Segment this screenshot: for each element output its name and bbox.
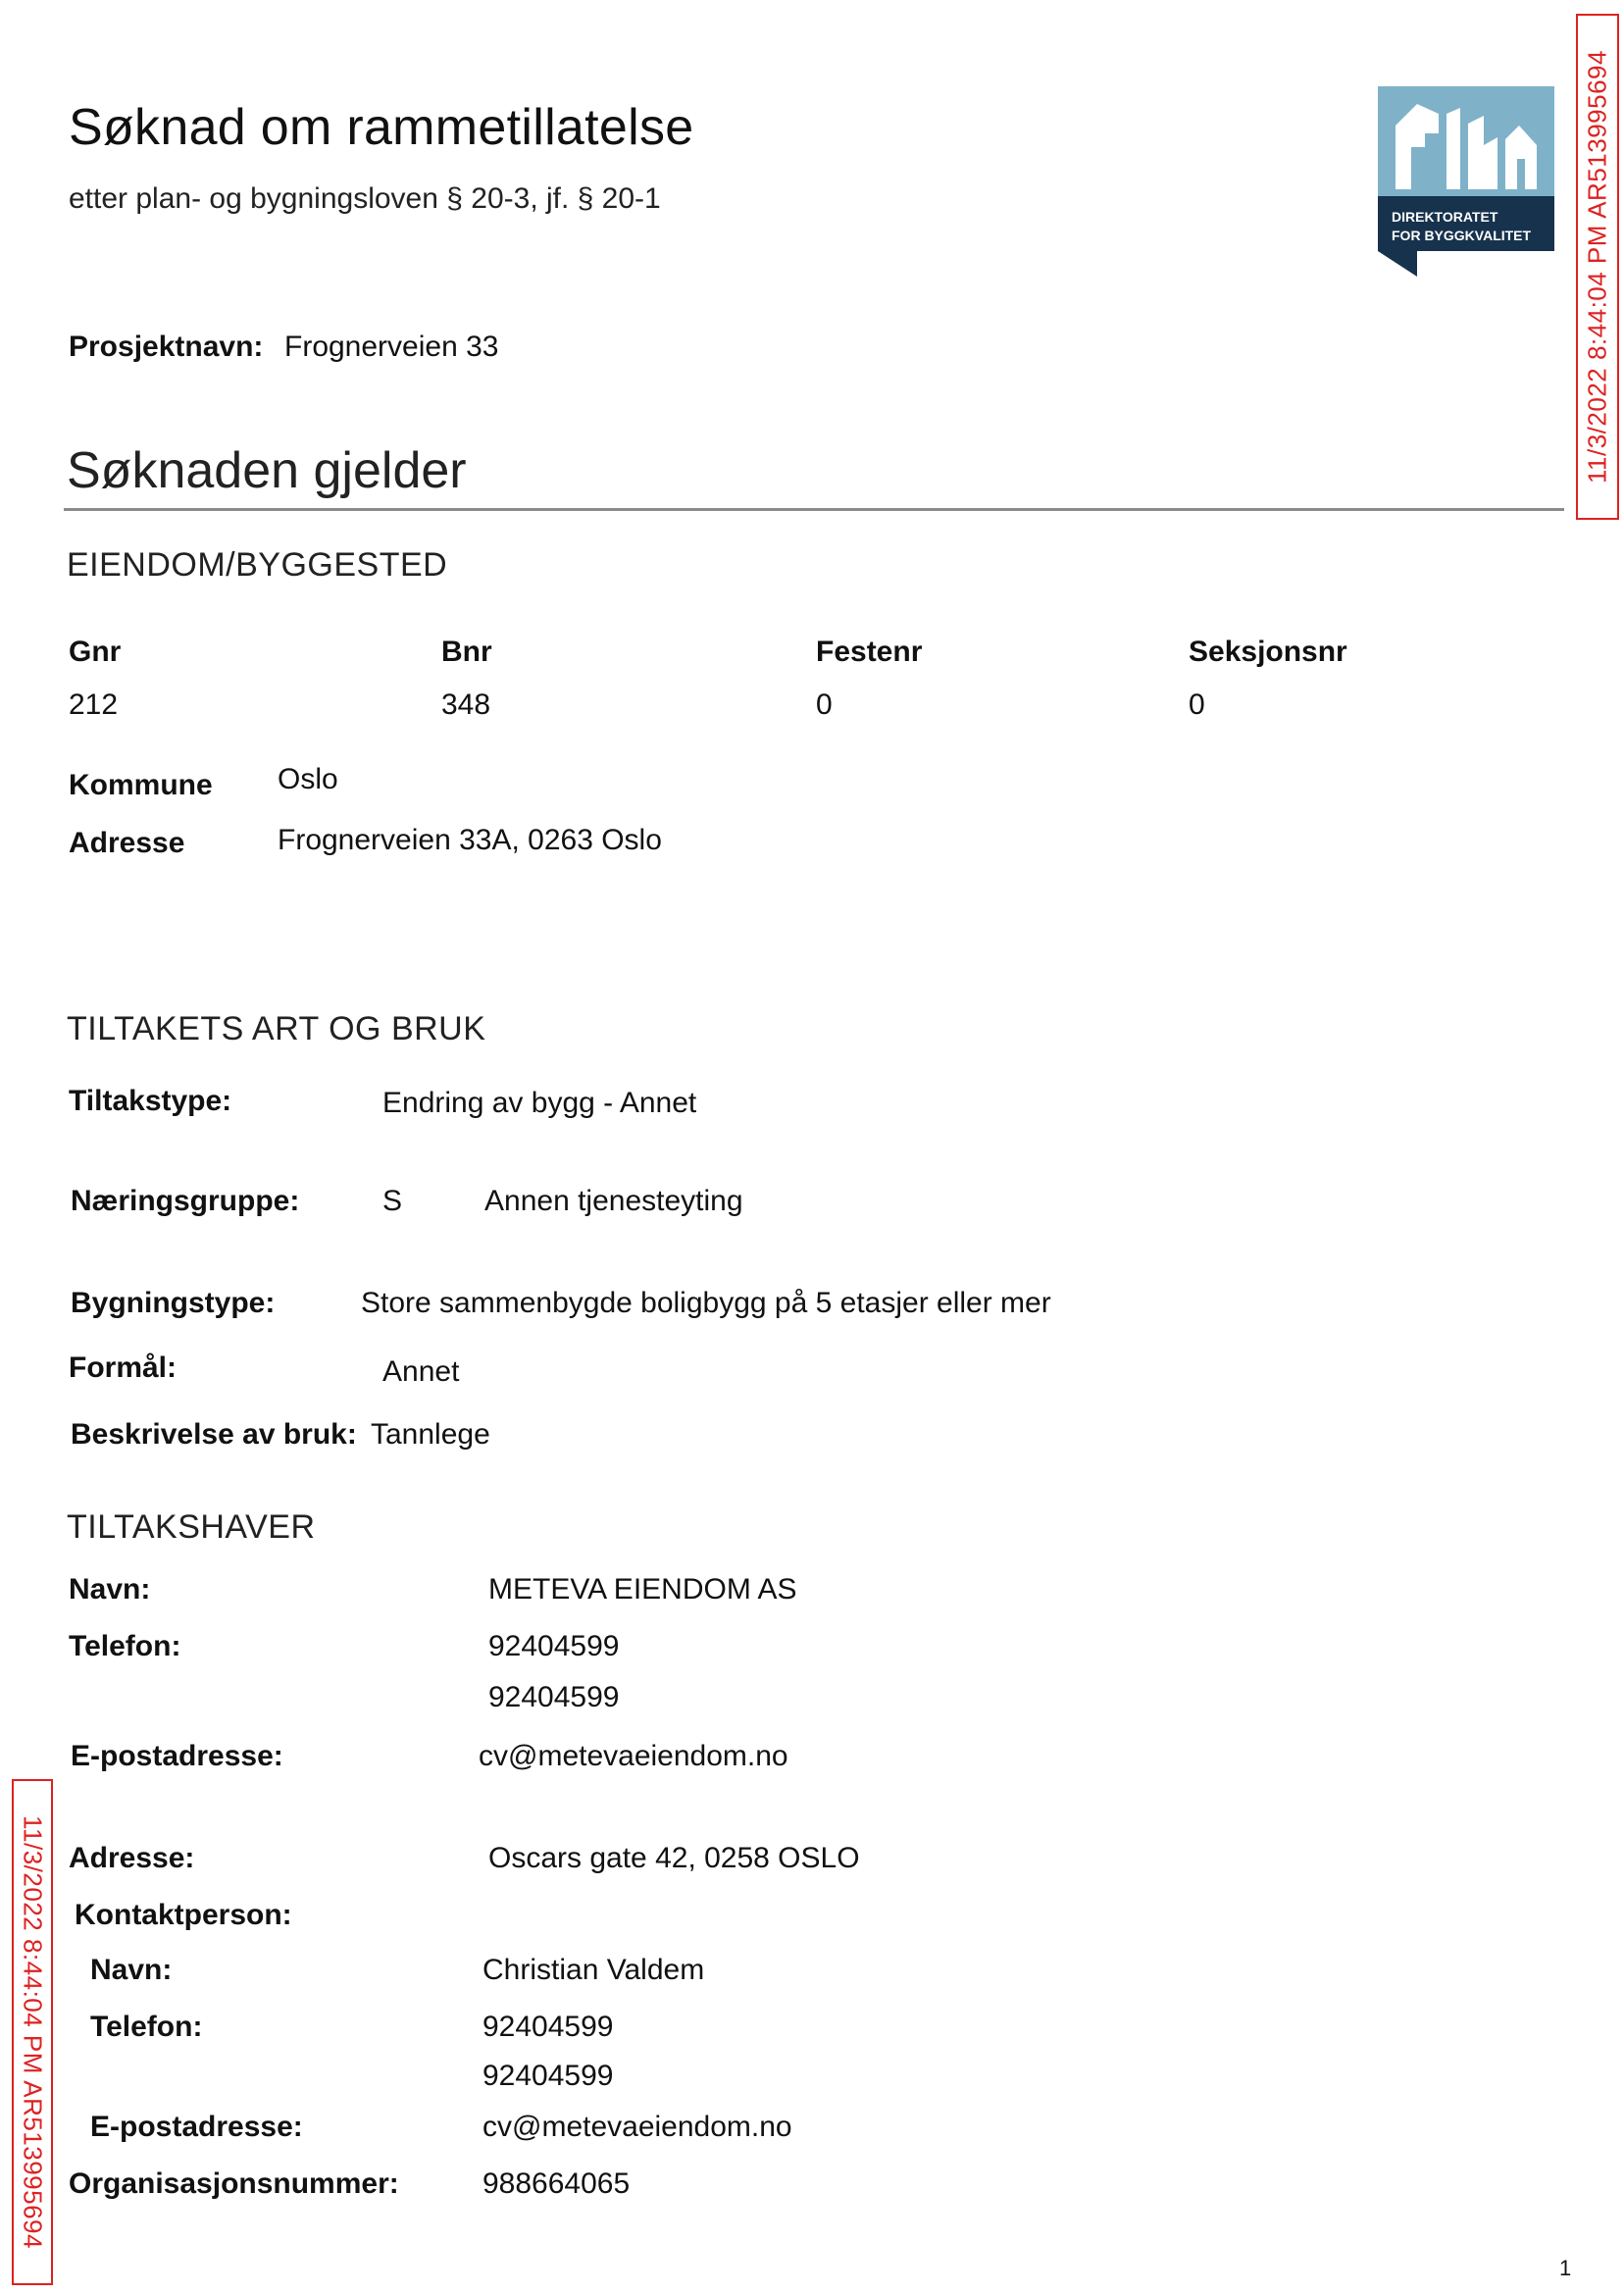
kommune-label: Kommune	[69, 769, 213, 801]
kontakt-telefon-value-1: 92404599	[482, 2011, 614, 2043]
naeringsgruppe-label: Næringsgruppe:	[71, 1185, 300, 1217]
tiltakshaver-epost-value: cv@metevaeiendom.no	[479, 1740, 788, 1772]
formal-label: Formål:	[69, 1351, 178, 1384]
festenr-value: 0	[816, 688, 833, 721]
kontakt-navn-label: Navn:	[90, 1954, 173, 1986]
project-label: Prosjektnavn:	[69, 331, 264, 363]
kommune-value: Oslo	[278, 763, 338, 795]
kontakt-epost-label: E-postadresse:	[90, 2111, 303, 2143]
receipt-stamp-bottom: 11/3/2022 8:44:04 PM AR513995694	[12, 1779, 53, 2285]
page-number: 1	[1559, 2256, 1572, 2280]
receipt-stamp-top: 11/3/2022 8:44:04 PM AR513995694	[1576, 14, 1619, 520]
kontakt-telefon-value-2: 92404599	[482, 2060, 614, 2092]
festenr-label: Festenr	[816, 636, 923, 668]
tiltakstype-label: Tiltakstype:	[69, 1085, 232, 1117]
tiltakshaver-navn-label: Navn:	[69, 1573, 151, 1606]
kontakt-navn-value: Christian Valdem	[482, 1954, 705, 1986]
logo-line1: DIREKTORATET	[1392, 209, 1498, 225]
tiltakshaver-epost-label: E-postadresse:	[71, 1740, 283, 1772]
tiltakshaver-telefon-value-2: 92404599	[488, 1681, 620, 1713]
bruk-label: Beskrivelse av bruk:	[71, 1418, 357, 1451]
naeringsgruppe-value: Annen tjenesteyting	[484, 1185, 743, 1217]
logo-line2: FOR BYGGKVALITET	[1392, 228, 1532, 243]
tiltakshaver-adresse-label: Adresse:	[69, 1842, 195, 1874]
kontaktperson-label: Kontaktperson:	[75, 1899, 292, 1931]
tiltakshaver-adresse-value: Oscars gate 42, 0258 OSLO	[488, 1842, 860, 1874]
kontakt-telefon-label: Telefon:	[90, 2011, 203, 2043]
kontakt-epost-value: cv@metevaeiendom.no	[482, 2111, 792, 2143]
bruk-value: Tannlege	[371, 1418, 490, 1451]
project-value: Frognerveien 33	[284, 331, 499, 363]
tiltak-heading: TILTAKETS ART OG BRUK	[67, 1010, 486, 1047]
org-label: Organisasjonsnummer:	[69, 2167, 399, 2200]
bnr-label: Bnr	[441, 636, 492, 668]
adresse-label: Adresse	[69, 827, 185, 859]
page-title: Søknad om rammetillatelse	[69, 99, 694, 156]
section-divider	[64, 508, 1564, 511]
adresse-value: Frognerveien 33A, 0263 Oslo	[278, 824, 662, 856]
tiltakshaver-navn-value: METEVA EIENDOM AS	[488, 1573, 797, 1606]
naeringsgruppe-code: S	[382, 1185, 403, 1217]
tiltakshaver-telefon-label: Telefon:	[69, 1630, 181, 1662]
bygningstype-value: Store sammenbygde boligbygg på 5 etasjer eller mer	[361, 1287, 1051, 1319]
gnr-value: 212	[69, 688, 119, 721]
property-heading: EIENDOM/BYGGESTED	[67, 546, 448, 584]
tiltakstype-value: Endring av bygg - Annet	[382, 1087, 697, 1119]
section-title: Søknaden gjelder	[67, 442, 467, 499]
gnr-label: Gnr	[69, 636, 122, 668]
dibk-logo	[1378, 86, 1554, 277]
tiltakshaver-heading: TILTAKSHAVER	[67, 1508, 316, 1546]
org-value: 988664065	[482, 2167, 631, 2200]
formal-value: Annet	[382, 1355, 460, 1388]
seksjonsnr-label: Seksjonsnr	[1189, 636, 1347, 668]
bygningstype-label: Bygningstype:	[71, 1287, 276, 1319]
seksjonsnr-value: 0	[1189, 688, 1205, 721]
tiltakshaver-telefon-value-1: 92404599	[488, 1630, 620, 1662]
page-subtitle: etter plan- og bygningsloven § 20-3, jf. § 20-1	[69, 182, 661, 215]
bnr-value: 348	[441, 688, 491, 721]
